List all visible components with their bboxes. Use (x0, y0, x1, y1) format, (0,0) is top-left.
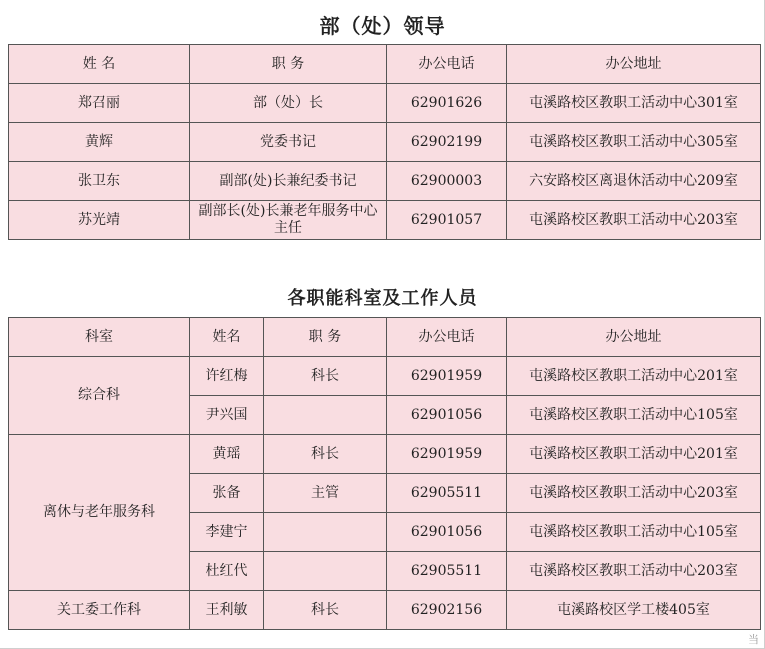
leadership-title-text: 部（处）领导 (319, 14, 446, 38)
cell-phone: 62900003 (387, 162, 507, 201)
header-address: 办公地址 (507, 318, 761, 357)
cell-name: 张备 (190, 474, 264, 513)
header-phone: 办公电话 (387, 318, 507, 357)
cell-dept: 综合科 (9, 357, 190, 435)
cell-address: 屯溪路校区教职工活动中心105室 (507, 396, 761, 435)
cell-position: 科长 (264, 591, 387, 630)
cell-name: 王利敏 (190, 591, 264, 630)
leadership-table (8, 44, 761, 240)
cell-position: 主管 (264, 474, 387, 513)
cell-phone: 62901959 (387, 357, 507, 396)
departments-table (8, 317, 761, 630)
corner-mark: 当 (748, 633, 759, 646)
cell-position: 副部长(处)长兼老年服务中心主任 (190, 201, 387, 240)
cell-position: 副部(处)长兼纪委书记 (190, 162, 387, 201)
cell-name: 黄瑶 (190, 435, 264, 474)
table-row (9, 591, 761, 630)
cell-phone: 62901056 (387, 396, 507, 435)
header-position: 职 务 (264, 318, 387, 357)
table-row (9, 357, 761, 396)
header-name: 姓名 (190, 318, 264, 357)
cell-address: 屯溪路校区教职工活动中心201室 (507, 357, 761, 396)
cell-address: 屯溪路校区教职工活动中心301室 (507, 84, 761, 123)
cell-phone: 62901626 (387, 84, 507, 123)
cell-name: 许红梅 (190, 357, 264, 396)
cell-name: 尹兴国 (190, 396, 264, 435)
departments-title-text: 各职能科室及工作人员 (287, 288, 478, 309)
header-dept: 科室 (9, 318, 190, 357)
cell-position (264, 513, 387, 552)
cell-name: 李建宁 (190, 513, 264, 552)
cell-address: 屯溪路校区教职工活动中心203室 (507, 474, 761, 513)
cell-name: 张卫东 (9, 162, 190, 201)
cell-name: 苏光靖 (9, 201, 190, 240)
cell-address: 屯溪路校区学工楼405室 (507, 591, 761, 630)
header-address: 办公地址 (507, 45, 761, 84)
cell-address: 屯溪路校区教职工活动中心305室 (507, 123, 761, 162)
cell-position: 科长 (264, 435, 387, 474)
table-row (9, 201, 761, 240)
cell-name: 黄辉 (9, 123, 190, 162)
table-row (9, 162, 761, 201)
cell-dept: 关工委工作科 (9, 591, 190, 630)
cell-phone: 62905511 (387, 474, 507, 513)
table-row (9, 84, 761, 123)
cell-address: 屯溪路校区教职工活动中心105室 (507, 513, 761, 552)
cell-address: 屯溪路校区教职工活动中心201室 (507, 435, 761, 474)
cell-position: 部（处）长 (190, 84, 387, 123)
cell-dept: 离休与老年服务科 (9, 435, 190, 591)
table-header-row (9, 318, 761, 357)
table-row (9, 123, 761, 162)
table-header-row (9, 45, 761, 84)
cell-position (264, 396, 387, 435)
header-phone: 办公电话 (387, 45, 507, 84)
cell-position: 科长 (264, 357, 387, 396)
cell-address: 屯溪路校区教职工活动中心203室 (507, 552, 761, 591)
cell-name: 郑召丽 (9, 84, 190, 123)
cell-phone: 62905511 (387, 552, 507, 591)
cell-phone: 62902199 (387, 123, 507, 162)
leadership-title (0, 10, 765, 39)
cell-phone: 62901057 (387, 201, 507, 240)
cell-name: 杜红代 (190, 552, 264, 591)
cell-address: 屯溪路校区教职工活动中心203室 (507, 201, 761, 240)
cell-phone: 62901056 (387, 513, 507, 552)
header-position: 职 务 (190, 45, 387, 84)
departments-title (0, 284, 765, 310)
cell-phone: 62902156 (387, 591, 507, 630)
cell-position (264, 552, 387, 591)
cell-phone: 62901959 (387, 435, 507, 474)
cell-position: 党委书记 (190, 123, 387, 162)
cell-address: 六安路校区离退休活动中心209室 (507, 162, 761, 201)
table-row (9, 435, 761, 474)
header-name: 姓 名 (9, 45, 190, 84)
